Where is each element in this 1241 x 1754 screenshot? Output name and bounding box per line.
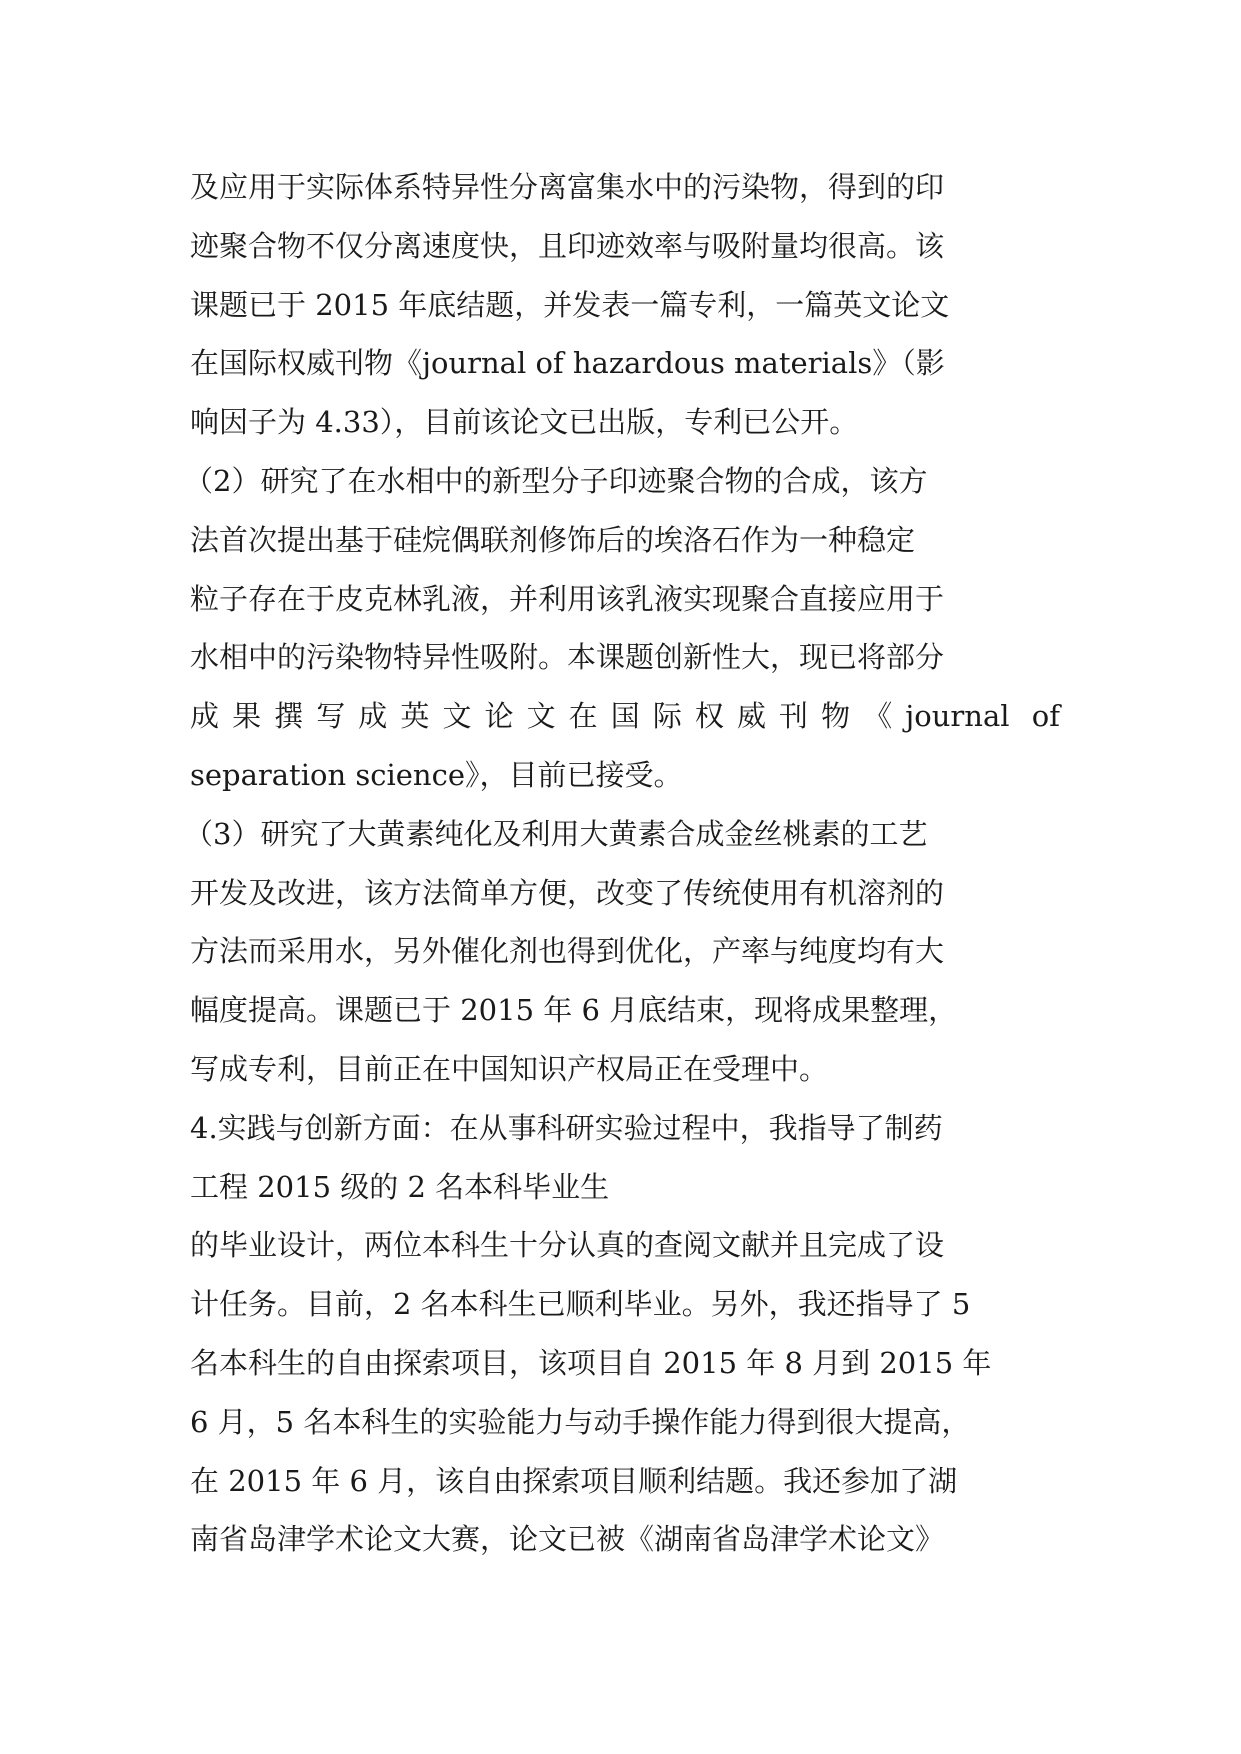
text-line: 的毕业设计，两位本科生十分认真的查阅文献并且完成了设: [190, 1228, 945, 1263]
text-line: 在国际权威刊物《journal of hazardous materials》（影: [190, 346, 945, 381]
text-line: 在 2015 年 6 月，该自由探索项目顺利结题。我还参加了湖: [190, 1463, 958, 1498]
text-line: separation science》，目前已接受。: [190, 757, 683, 792]
text-line: 法首次提出基于硅烷偶联剂修饰后的埃洛石作为一种稳定: [190, 522, 916, 557]
text-line: 及应用于实际体系特异性分离富集水中的污染物，得到的印: [190, 170, 945, 204]
text-line: 迹聚合物不仅分离速度快，且印迹效率与吸附量均很高。该: [190, 228, 945, 263]
text-line: 4.实践与创新方面：在从事科研实验过程中，我指导了制药: [190, 1110, 943, 1145]
text-line: 名本科生的自由探索项目，该项目自 2015 年 8 月到 2015 年: [190, 1345, 992, 1380]
body-text: [184, 158, 1060, 1569]
text-line: 计任务。目前，2 名本科生已顺利毕业。另外，我还指导了 5: [190, 1287, 971, 1322]
text-line: 开发及改进，该方法简单方便，改变了传统使用有机溶剂的: [190, 875, 945, 910]
text-line: 粒子存在于皮克林乳液，并利用该乳液实现聚合直接应用于: [190, 581, 945, 616]
text-line: 方法而采用水，另外催化剂也得到优化，产率与纯度均有大: [190, 934, 945, 969]
text-line: 写成专利，目前正在中国知识产权局正在受理中。: [190, 1051, 829, 1086]
text-line: 响因子为 4.33），目前该论文已出版，专利已公开。: [190, 405, 859, 440]
text-line: 6 月，5 名本科生的实验能力与动手操作能力得到很大提高，: [190, 1404, 971, 1439]
text-line: 幅度提高。课题已于 2015 年 6 月底结束，现将成果整理，: [190, 993, 958, 1028]
text-line: 水相中的污染物特异性吸附。本课题创新性大，现已将部分: [190, 640, 945, 675]
text-line: （3）研究了大黄素纯化及利用大黄素合成金丝桃素的工艺: [184, 816, 928, 851]
text-line: 工程 2015 级的 2 名本科毕业生: [190, 1169, 610, 1204]
text-line: （2）研究了在水相中的新型分子印迹聚合物的合成，该方: [184, 463, 928, 498]
text-line: 南省岛津学术论文大赛，论文已被《湖南省岛津学术论文》: [190, 1522, 945, 1557]
text-line: 课题已于 2015 年底结题，并发表一篇专利，一篇英文论文: [190, 287, 950, 322]
text-line: 成果撰写成英文论文在国际权威刊物《journal of: [190, 699, 1060, 734]
